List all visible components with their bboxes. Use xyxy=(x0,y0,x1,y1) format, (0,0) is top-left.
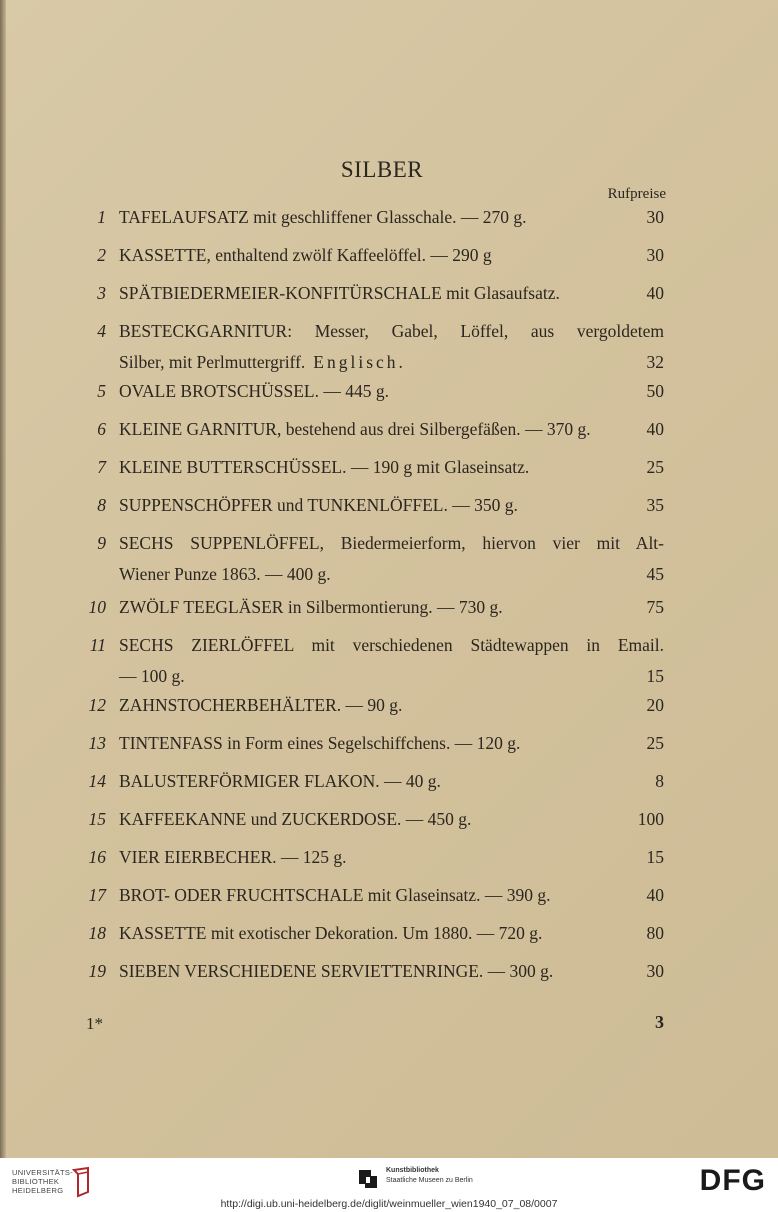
reserve-price: 35 xyxy=(646,495,664,515)
description-line-text: VIER EIERBECHER. — 125 g. xyxy=(119,847,347,867)
lot-number: 7 xyxy=(97,457,106,477)
description-line-text: SIEBEN VERSCHIEDENE SERVIETTENRINGE. — 300 g. xyxy=(119,961,554,981)
lot-number: 19 xyxy=(88,961,106,981)
description-line xyxy=(119,380,664,403)
lot-number: 15 xyxy=(88,809,106,829)
description-line-text: SUPPENSCHÖPFER und TUNKENLÖFFEL. — 350 g. xyxy=(119,495,518,515)
ub-heidelberg-logo-icon[interactable] xyxy=(70,1166,94,1198)
description-line xyxy=(119,282,664,305)
description-line-text: Wiener Punze 1863. — 400 g. xyxy=(119,564,331,584)
reserve-price: 30 xyxy=(646,961,664,981)
description-line-text: SECHS ZIERLÖFFEL mit verschiedenen Städtewappen in Email. xyxy=(119,635,664,655)
description-line xyxy=(119,808,664,831)
description-line xyxy=(119,770,664,793)
lot-number: 4 xyxy=(97,321,106,341)
description-line-text: BALUSTERFÖRMIGER FLAKON. — 40 g. xyxy=(119,771,441,791)
description-line xyxy=(119,563,664,586)
lot-number: 8 xyxy=(97,495,106,515)
description-line xyxy=(119,884,664,907)
kunstbibliothek-subtitle: Staatliche Museen zu Berlin xyxy=(386,1177,473,1184)
reserve-price: 100 xyxy=(637,809,664,829)
reserve-price: 8 xyxy=(655,771,664,791)
description-line-text: TAFELAUFSATZ mit geschliffener Glasschale. — 270 g. xyxy=(119,207,527,227)
reserve-price: 45 xyxy=(646,564,664,584)
reserve-price: 15 xyxy=(646,847,664,867)
description-line-text: SECHS SUPPENLÖFFEL, Biedermeierform, hiervon vier mit Alt- xyxy=(119,533,664,553)
reserve-price: 40 xyxy=(646,283,664,303)
lot-number: 10 xyxy=(88,597,106,617)
description-line xyxy=(119,206,664,229)
reserve-price: 15 xyxy=(646,666,664,686)
lot-number: 6 xyxy=(97,419,106,439)
lot-number: 2 xyxy=(97,245,106,265)
description-line-text: KAFFEEKANNE und ZUCKERDOSE. — 450 g. xyxy=(119,809,472,829)
dfg-logo[interactable]: DFG xyxy=(699,1164,766,1197)
reserve-price: 40 xyxy=(646,419,664,439)
description-line xyxy=(119,634,664,657)
lot-number: 17 xyxy=(88,885,106,905)
description-line-text: SPÄTBIEDERMEIER-KONFITÜRSCHALE mit Glasaufsatz. xyxy=(119,283,560,303)
description-line xyxy=(119,320,664,343)
permalink-url[interactable]: http://digi.ub.uni-heidelberg.de/diglit/weinmueller_wien1940_07_08/0007 xyxy=(220,1198,558,1210)
description-line xyxy=(119,596,664,619)
description-line xyxy=(119,532,664,555)
description-line xyxy=(119,846,664,869)
description-line xyxy=(119,960,664,983)
kunstbibliothek-title: Kunstbibliothek xyxy=(386,1167,439,1174)
lot-number: 13 xyxy=(88,733,106,753)
reserve-price: 25 xyxy=(646,457,664,477)
lot-number: 9 xyxy=(97,533,106,553)
lot-number: 18 xyxy=(88,923,106,943)
reserve-price: 25 xyxy=(646,733,664,753)
lot-number: 16 xyxy=(88,847,106,867)
lot-number: 5 xyxy=(97,381,106,401)
description-line-text: ZAHNSTOCHERBEHÄLTER. — 90 g. xyxy=(119,695,403,715)
description-line-text: KASSETTE mit exotischer Dekoration. Um 1880. — 720 g. xyxy=(119,923,543,943)
description-line xyxy=(119,665,664,688)
description-line xyxy=(119,732,664,755)
description-line xyxy=(119,694,664,717)
reserve-price: 75 xyxy=(646,597,664,617)
origin-spaced-text: Englisch. xyxy=(313,352,406,372)
signature-mark: 1* xyxy=(86,1014,103,1033)
description-line-text: BESTECKGARNITUR: Messer, Gabel, Löffel, aus vergoldetem xyxy=(119,321,664,341)
ub-heidelberg-label[interactable] xyxy=(12,1168,73,1195)
description-line xyxy=(119,494,664,517)
page-title: SILBER xyxy=(340,157,424,182)
reserve-price: 32 xyxy=(646,352,664,372)
description-line xyxy=(119,456,664,479)
description-line-text: Silber, mit Perlmuttergriff. xyxy=(119,352,306,372)
description-line xyxy=(119,351,664,374)
description-line xyxy=(119,244,664,267)
lot-number: 1 xyxy=(97,207,106,227)
description-line xyxy=(119,922,664,945)
page-number: 3 xyxy=(655,1012,664,1032)
description-line-text: KLEINE GARNITUR, bestehend aus drei Silbergefäßen. — 370 g. xyxy=(119,419,591,439)
reserve-price: 80 xyxy=(646,923,664,943)
lot-number: 14 xyxy=(88,771,106,791)
description-line-text: OVALE BROTSCHÜSSEL. — 445 g. xyxy=(119,381,389,401)
lot-number: 3 xyxy=(97,283,106,303)
reserve-price: 20 xyxy=(646,695,664,715)
description-line-text: KASSETTE, enthaltend zwölf Kaffeelöffel. — 290 g xyxy=(119,245,492,265)
description-line xyxy=(119,418,664,441)
kunstbibliothek-logo-icon[interactable] xyxy=(357,1168,379,1190)
lot-number: 11 xyxy=(89,635,106,655)
ub-label-line: HEIDELBERG xyxy=(12,1186,64,1195)
viewer-footer-bar xyxy=(0,1158,778,1212)
column-header-rufpreise: Rufpreise xyxy=(607,186,666,202)
description-line-text: TINTENFASS in Form eines Segelschiffchens. — 120 g. xyxy=(119,733,521,753)
reserve-price: 30 xyxy=(646,207,664,227)
lot-number: 12 xyxy=(88,695,106,715)
ub-label-line: BIBLIOTHEK xyxy=(12,1177,60,1186)
description-line-text: — 100 g. xyxy=(119,666,185,686)
reserve-price: 30 xyxy=(646,245,664,265)
description-line-text: BROT- ODER FRUCHTSCHALE mit Glaseinsatz. — 390 g. xyxy=(119,885,551,905)
ub-label-line: UNIVERSITÄTS- xyxy=(12,1168,73,1177)
kunstbibliothek-label[interactable] xyxy=(386,1166,473,1186)
reserve-price: 50 xyxy=(646,381,664,401)
reserve-price: 40 xyxy=(646,885,664,905)
description-line-text: KLEINE BUTTERSCHÜSSEL. — 190 g mit Glaseinsatz. xyxy=(119,457,530,477)
description-line-text: ZWÖLF TEEGLÄSER in Silbermontierung. — 730 g. xyxy=(119,597,503,617)
